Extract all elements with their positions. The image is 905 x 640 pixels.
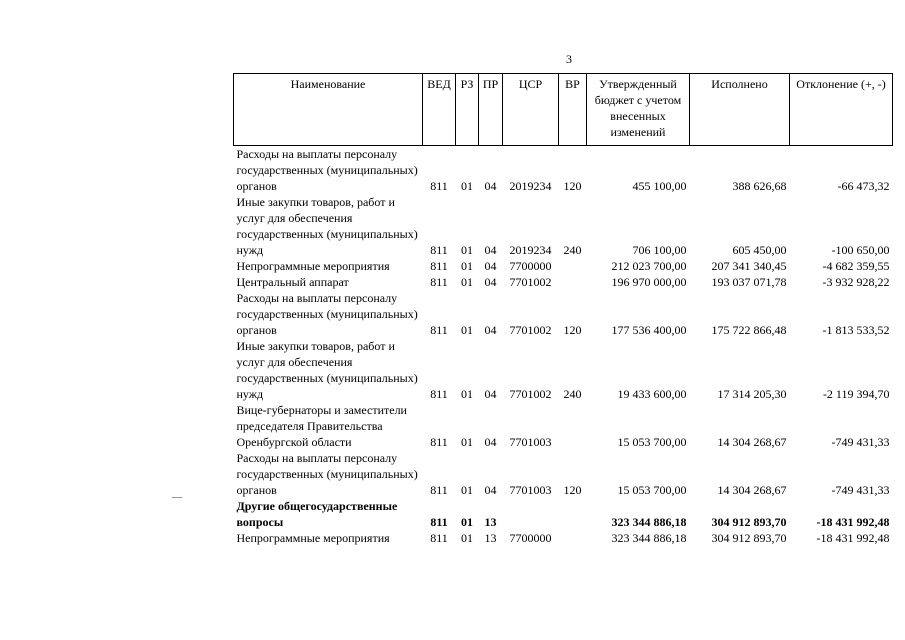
cell-ved: 811 [430,323,448,337]
cell-pr: 04 [484,259,497,273]
col-header-vr: ВР [559,74,587,146]
cell-vr [559,498,587,530]
cell-deviation: -1 813 533,52 [822,323,890,337]
cell-approved: 177 536 400,00 [611,323,687,337]
cell-pr: 04 [484,275,497,289]
cell-name: Иные закупки товаров, работ и услуг для обеспечения государственных (муниципальных) нужд [236,339,418,401]
cell-rz: 01 [461,275,473,289]
cell-ved: 811 [430,515,448,529]
cell-vr [559,274,587,290]
table-row [234,498,893,530]
cell-approved: 15 053 700,00 [617,483,687,497]
cell-name: Другие общегосударственные вопросы [236,499,398,529]
cell-deviation: -100 650,00 [831,243,890,257]
cell-executed: 207 341 340,45 [711,259,787,273]
cell-csr: 7701003 [509,435,552,449]
cell-executed: 605 450,00 [732,243,787,257]
cell-executed: 193 037 071,78 [711,275,787,289]
cell-executed: 175 722 866,48 [711,323,787,337]
cell-pr: 13 [484,531,497,545]
cell-name: Расходы на выплаты персоналу государственных (муниципальных) органов [236,291,418,337]
cell-rz: 01 [461,483,473,497]
cell-pr: 04 [484,179,497,193]
cell-vr: 240 [563,243,582,257]
cell-pr: 04 [484,387,497,401]
cell-ved: 811 [430,387,448,401]
col-header-name: Наименование [234,74,423,146]
table-row [234,338,893,402]
cell-deviation: -3 932 928,22 [822,275,890,289]
cell-name: Расходы на выплаты персоналу государственных (муниципальных) органов [236,451,418,497]
cell-executed: 304 912 893,70 [711,531,787,545]
cell-csr: 7701002 [509,275,552,289]
cell-rz: 01 [461,179,473,193]
cell-rz: 01 [461,531,473,545]
table-row [234,274,893,290]
cell-name: Иные закупки товаров, работ и услуг для обеспечения государственных (муниципальных) нужд [236,195,418,257]
cell-approved: 196 970 000,00 [611,275,687,289]
cell-name: Непрограммные мероприятия [236,259,390,273]
col-header-csr: ЦСР [503,74,559,146]
col-header-deviation: Отклонение (+, -) [790,74,893,146]
table-row [234,258,893,274]
cell-ved: 811 [430,243,448,257]
cell-pr: 04 [484,323,497,337]
cell-executed: 304 912 893,70 [711,515,787,529]
cell-ved: 811 [430,531,448,545]
cell-rz: 01 [461,323,473,337]
cell-deviation: -2 119 394,70 [822,387,890,401]
table-row [234,530,893,546]
cell-csr: 7701002 [509,323,552,337]
cell-name: Центральный аппарат [236,275,349,289]
cell-csr: 7700000 [509,259,552,273]
cell-vr [559,530,587,546]
table-row [234,402,893,450]
cell-deviation: -18 431 992,48 [816,531,890,545]
col-header-pr: ПР [479,74,503,146]
cell-name: Непрограммные мероприятия [236,531,390,545]
cell-approved: 323 344 886,18 [611,515,687,529]
cell-approved: 19 433 600,00 [617,387,687,401]
cell-executed: 14 304 268,67 [717,483,787,497]
cell-deviation: -4 682 359,55 [822,259,890,273]
col-header-approved: Утвержденный бюджет с учетом внесенных изменений [587,74,690,146]
cell-csr: 7701002 [509,387,552,401]
cell-executed: 14 304 268,67 [717,435,787,449]
scan-artifact [172,497,182,498]
page-number: 3 [566,52,572,66]
cell-approved: 706 100,00 [632,243,687,257]
cell-rz: 01 [461,259,473,273]
cell-rz: 01 [461,243,473,257]
col-header-ved: ВЕД [423,74,456,146]
budget-table [233,73,893,546]
cell-name: Вице-губернаторы и заместители председателя Правительства Оренбургской области [236,403,407,449]
cell-vr [559,258,587,274]
cell-csr [503,498,559,530]
cell-approved: 455 100,00 [632,179,687,193]
cell-rz: 01 [461,435,473,449]
cell-csr: 2019234 [509,179,552,193]
cell-pr: 04 [484,243,497,257]
cell-deviation: -749 431,33 [831,435,890,449]
cell-pr: 04 [484,483,497,497]
cell-executed: 388 626,68 [732,179,787,193]
cell-ved: 811 [430,275,448,289]
cell-vr: 120 [563,323,582,337]
cell-approved: 212 023 700,00 [611,259,687,273]
table-header-row [234,74,893,146]
cell-approved: 15 053 700,00 [617,435,687,449]
cell-ved: 811 [430,259,448,273]
cell-executed: 17 314 205,30 [717,387,787,401]
table-row [234,194,893,258]
cell-ved: 811 [430,483,448,497]
cell-ved: 811 [430,179,448,193]
cell-vr: 240 [563,387,582,401]
cell-csr: 2019234 [509,243,552,257]
cell-csr: 7700000 [509,531,552,545]
cell-csr: 7701003 [509,483,552,497]
table-body [234,146,893,547]
cell-pr: 04 [484,435,497,449]
cell-name: Расходы на выплаты персоналу государственных (муниципальных) органов [236,147,418,193]
cell-deviation: -18 431 992,48 [816,515,890,529]
cell-rz: 01 [461,387,473,401]
cell-vr [559,402,587,450]
cell-vr: 120 [563,179,582,193]
cell-pr: 13 [484,515,497,529]
cell-vr: 120 [563,483,582,497]
col-header-rz: РЗ [456,74,479,146]
table-row [234,290,893,338]
table-row [234,450,893,498]
cell-deviation: -66 473,32 [837,179,890,193]
cell-approved: 323 344 886,18 [611,531,687,545]
cell-deviation: -749 431,33 [831,483,890,497]
cell-rz: 01 [461,515,473,529]
cell-ved: 811 [430,435,448,449]
col-header-executed: Исполнено [690,74,790,146]
table-row [234,146,893,195]
